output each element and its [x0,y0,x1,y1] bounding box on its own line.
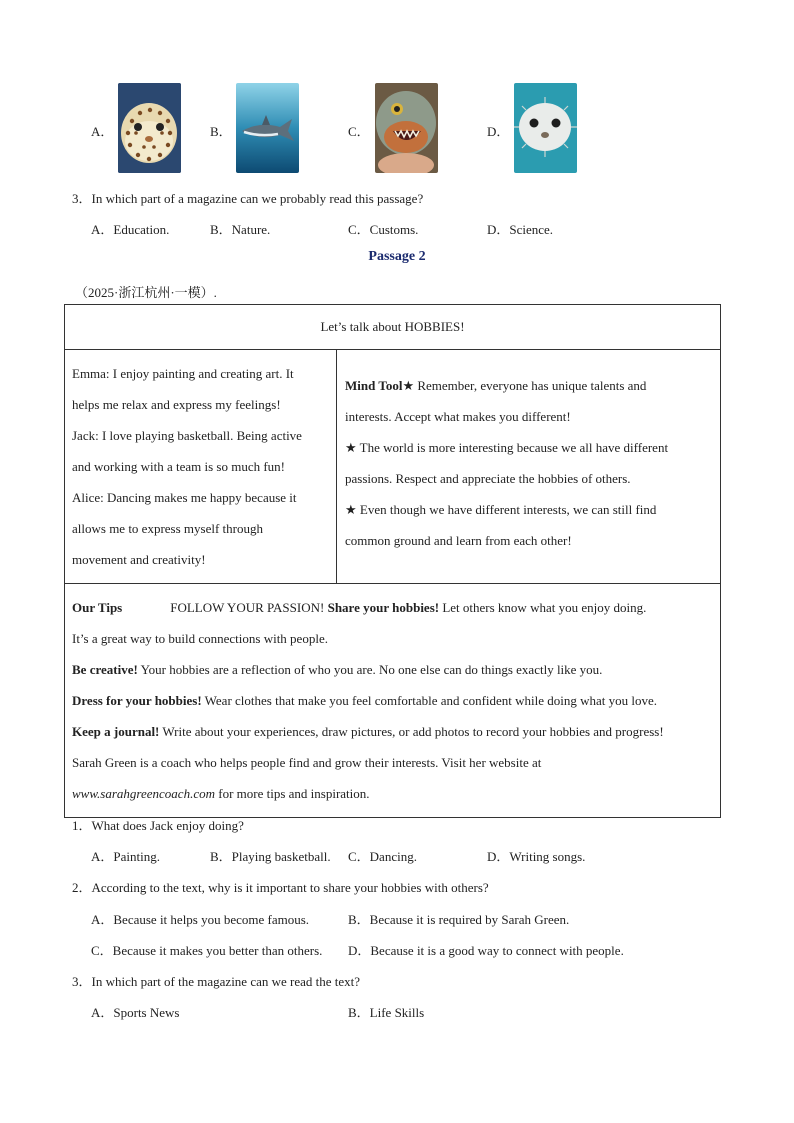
mind-tool-line: ★ Remember, everyone has unique talents and [402,378,647,393]
q1-option-c[interactable]: C．Dancing. [348,849,417,864]
q1-option-b[interactable]: B．Playing basketball. [210,849,331,864]
option-a-letter: A． [91,124,114,139]
q3-option-a[interactable]: A．Sports News [91,1005,180,1020]
q3-option-b[interactable]: B．Life Skills [348,1005,425,1020]
dress-text: Wear clothes that make you feel comfortable and confident while doing what you love. [201,693,658,708]
passage-source: （2025·浙江杭州·一模）. [75,285,217,300]
prev-q3-option-a[interactable]: A．Education. [91,222,170,237]
mind-tool-line: passions. Respect and appreciate the hobbies of others. [345,471,631,486]
option-c-letter: C． [348,124,370,139]
dress-heading: Dress for your hobbies! [72,693,202,708]
speaker-line: allows me to express myself through [72,521,263,536]
q1-option-a[interactable]: A．Painting. [91,849,160,864]
question-1: 1．What does Jack enjoy doing? [72,818,244,833]
prev-question-3: 3．In which part of a magazine can we probably read this passage? [72,191,424,206]
website-after-text: for more tips and inspiration. [214,786,370,801]
tips-cell [65,584,721,818]
follow-passion: FOLLOW YOUR PASSION! [170,600,325,615]
mind-tool-line: interests. Accept what makes you different! [345,409,571,424]
be-creative-heading: Be creative! [72,662,138,677]
pufferfish-spiky-image [514,83,577,173]
q2-option-a[interactable]: A．Because it helps you become famous. [91,912,310,927]
tips-label: Our Tips [72,600,123,615]
journal-text: Write about your experiences, draw pictures, or add photos to record your hobbies and progress! [159,724,664,739]
hobbies-table [64,304,721,818]
speaker-line: Jack: I love playing basketball. Being active [72,428,302,443]
mind-tool-line: ★ Even though we have different interests, we can still find [345,502,657,517]
q2-option-d[interactable]: D．Because it is a good way to connect with people. [348,943,624,958]
speaker-line: movement and creativity! [72,552,206,567]
q1-option-d[interactable]: D．Writing songs. [487,849,586,864]
q2-option-c[interactable]: C．Because it makes you better than others. [91,943,323,958]
prev-q3-option-d[interactable]: D．Science. [487,222,554,237]
coach-text: Sarah Green is a coach who helps people find and grow their interests. Visit her website at [72,755,542,770]
mind-tool-label: Mind Tool [345,378,403,393]
pufferfish-spotted-image [118,83,181,173]
passage-title: Passage 2 [368,249,426,264]
prev-q3-option-b[interactable]: B．Nature. [210,222,271,237]
mind-tool-line: ★ The world is more interesting because we all have different [345,440,669,455]
share-hobbies-heading: Share your hobbies! [327,600,440,615]
website-link[interactable]: www.sarahgreencoach.com [72,786,215,801]
piranha-image [375,83,438,173]
be-creative-text: Your hobbies are a reflection of who you are. No one else can do things exactly like you. [137,662,603,677]
speakers-cell [65,350,337,584]
share-hobbies-text-2: It’s a great way to build connections with people. [72,631,328,646]
table-header: Let’s talk about HOBBIES! [65,305,721,350]
mind-tool-line: common ground and learn from each other! [345,533,572,548]
share-hobbies-text: Let others know what you enjoy doing. [439,600,647,615]
option-b-letter: B． [210,124,232,139]
speaker-line: Alice: Dancing makes me happy because it [72,490,297,505]
option-d-letter: D． [487,124,510,139]
speaker-line: Emma: I enjoy painting and creating art. It [72,366,294,381]
q2-option-b[interactable]: B．Because it is required by Sarah Green. [348,912,570,927]
speaker-line: helps me relax and express my feelings! [72,397,281,412]
question-3: 3．In which part of the magazine can we read the text? [72,974,361,989]
journal-heading: Keep a journal! [72,724,160,739]
question-2: 2．According to the text, why is it important to share your hobbies with others? [72,880,489,895]
shark-image [236,83,299,173]
speaker-line: and working with a team is so much fun! [72,459,286,474]
mind-tool-cell [337,350,721,584]
prev-q3-option-c[interactable]: C．Customs. [348,222,419,237]
